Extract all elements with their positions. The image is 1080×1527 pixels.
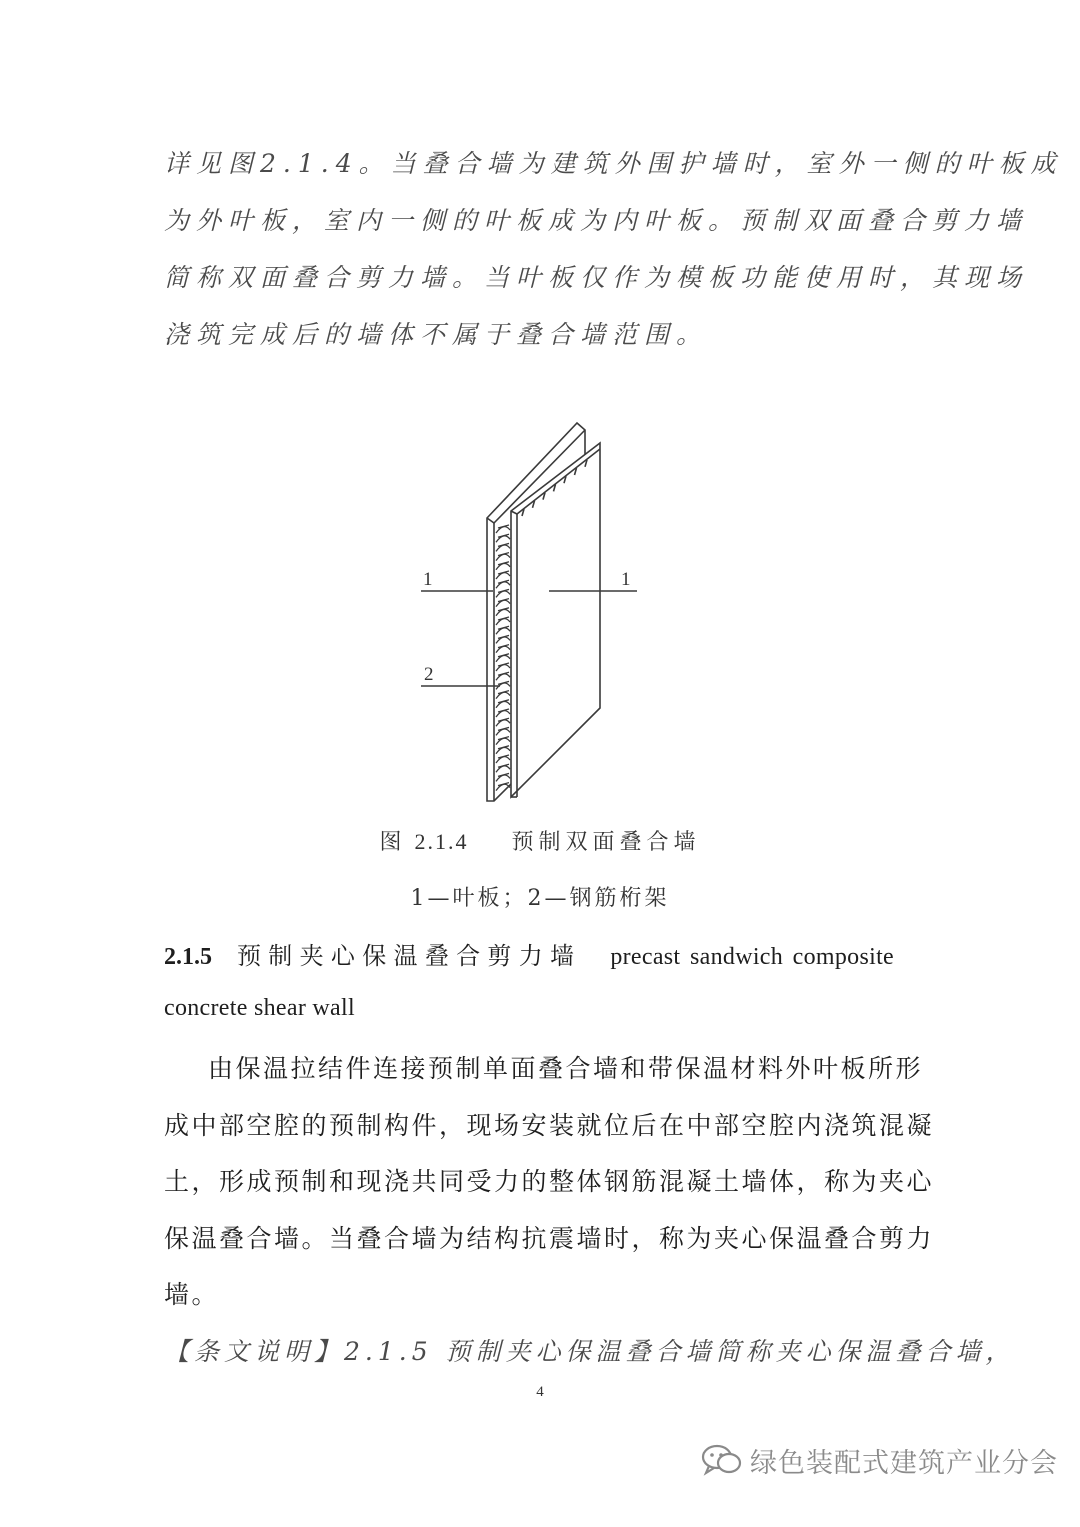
figure-legend: 1—叶板；2—钢筋桁架 [410,886,670,911]
section-title-en-line1: precast sandwich composite [610,944,894,970]
note-line-1: 详见图2.1.4。当叠合墙为建筑外围护墙时，室外一侧的叶板成 [164,149,1063,178]
clause-explanation: 【条文说明】2.1.5 预制夹心保温叠合墙简称夹心保温叠合墙， [164,1337,1016,1366]
label-leaf-left: 1 [423,569,433,590]
watermark-text: 绿色装配式建筑产业分会 [750,1447,1058,1479]
wechat-icon [700,1442,744,1478]
label-truss: 2 [424,664,434,685]
body-line-3: 土，形成预制和现浇共同受力的整体钢筋混凝土墙体，称为夹心 [164,1167,935,1196]
section-title-en-line2: concrete shear wall [164,995,355,1021]
section-title-zh: 预制夹心保温叠合剪力墙 [236,942,582,970]
body-line-4: 保温叠合墙。当叠合墙为结构抗震墙时，称为夹心保温叠合剪力 [164,1224,935,1253]
note-line-3: 简称双面叠合剪力墙。当叶板仅作为模板功能使用时，其现场 [164,263,1029,292]
page-number: 4 [536,1384,544,1400]
note-line-2: 为外叶板，室内一侧的叶板成为内叶板。预制双面叠合剪力墙 [164,206,1029,235]
section-number: 2.1.5 [164,944,212,970]
watermark [700,1440,1058,1480]
note-line-4: 浇筑完成后的墙体不属于叠合墙范围。 [164,320,709,349]
figure-caption-title: 预制双面叠合墙 [511,830,701,855]
figure-caption [0,825,1080,856]
body-line-2: 成中部空腔的预制构件，现场安装就位后在中部空腔内浇筑混凝 [164,1111,935,1140]
body-line-5: 墙。 [164,1280,220,1309]
section-heading [164,936,894,971]
figure-caption-number: 2.1.4 [414,829,469,854]
figure-caption-label: 图 [379,830,408,855]
section-heading-cont [164,993,894,1022]
label-leaf-right: 1 [621,569,631,590]
body-line-1: 由保温拉结件连接预制单面叠合墙和带保温材料外叶板所形 [208,1054,924,1083]
